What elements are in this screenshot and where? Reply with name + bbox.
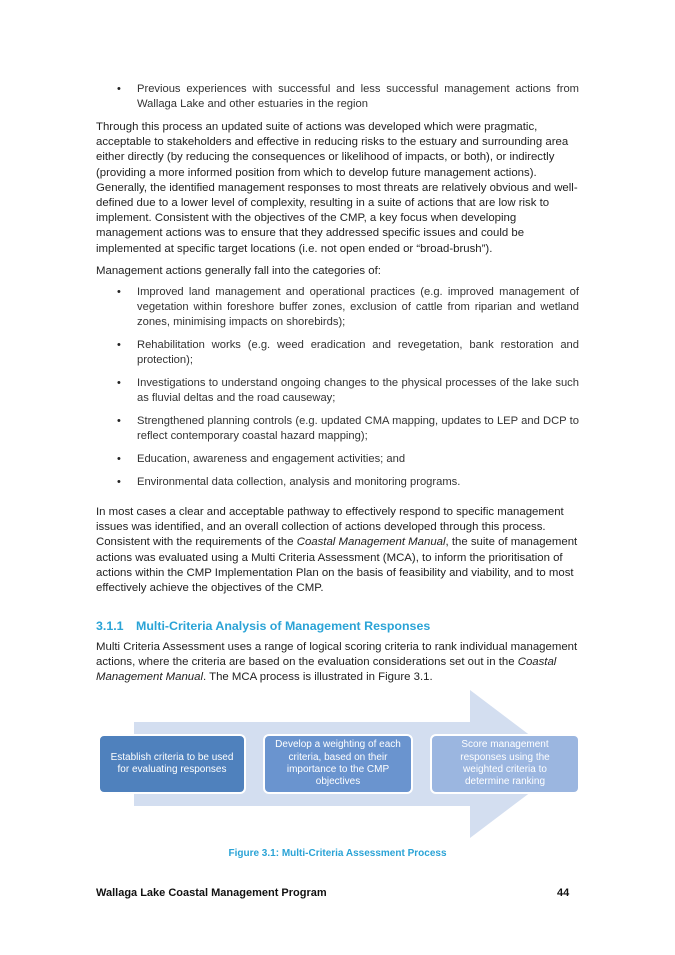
bullet-item: Strengthened planning controls (e.g. updated CMA mapping, updates to LEP and DCP to reflect contemporary coastal hazard mapping); <box>137 415 579 443</box>
section-heading <box>96 619 430 633</box>
section-number: 3.1.1 <box>96 619 124 633</box>
bullet-item: Previous experiences with successful and less successful management actions from Wallaga Lake and other estuaries in the region <box>137 83 579 111</box>
bullet-dot: • <box>117 377 121 389</box>
bullet-item: Environmental data collection, analysis and monitoring programs. <box>137 476 461 488</box>
step-box: Score management responses using the weighted criteria to determine ranking <box>430 734 580 794</box>
page-number: 44 <box>557 887 570 899</box>
section-title: Multi-Criteria Analysis of Management Responses <box>136 619 431 633</box>
bullet-item: Rehabilitation works (e.g. weed eradication and revegetation, bank restoration and protection); <box>137 339 579 367</box>
bullet-item: Education, awareness and engagement activities; and <box>137 453 406 465</box>
step-box: Establish criteria to be used for evaluating responses <box>98 734 246 794</box>
step-box: Develop a weighting of each criteria, based on their importance to the CMP objectives <box>263 734 413 794</box>
bullet-dot: • <box>117 286 121 298</box>
mca-process-diagram <box>96 690 586 840</box>
bullet-dot: • <box>117 415 121 427</box>
body-paragraph: In most cases a clear and acceptable pathway to effectively respond to specific management issues was identified, and an overall collection of actions developed through this process. Consistent with the requirements of the Coastal Management Manual, the suite of management actions was evaluated using a Multi Criteria Assessment (MCA), to inform the prioritisation of actions within the CMP Implementation Plan on the basis of feasibility and viability, and to most effectively achieve the objectives of the CMP. <box>96 506 578 595</box>
body-paragraph: Through this process an updated suite of actions was developed which were pragmatic, acceptable to stakeholders and effective in reducing risks to the estuary and surrounding area either directly (by reducing the consequences or likelihood of impacts, or both), or indirectly (providing a more informed position from which to develop future management actions). Generally, the identified management responses to most threats are relatively obvious and well-defined due to a lower level of complexity, resulting in a suite of actions that are low risk to implement. Consistent with the objectives of the CMP, a key focus when developing management actions was to ensure that they addressed specific issues and could be implemented at specific target locations (i.e. not open ended or “broad-brush”). <box>96 121 578 255</box>
bullet-dot: • <box>117 476 121 488</box>
bullet-dot: • <box>117 453 121 465</box>
body-paragraph: Multi Criteria Assessment uses a range of logical scoring criteria to rank individual management actions, where the criteria are based on the evaluation considerations set out in the Coastal Management Manual. The MCA process is illustrated in Figure 3.1. <box>96 641 578 684</box>
body-paragraph: Management actions generally fall into the categories of: <box>96 265 381 277</box>
bullet-item: Improved land management and operational practices (e.g. improved management of vegetation within foreshore buffer zones, exclusion of cattle from riparian and wetland zones, minimising impacts on shorebirds); <box>137 286 579 329</box>
figure-caption: Figure 3.1: Multi-Criteria Assessment Process <box>228 848 447 859</box>
bullet-item: Investigations to understand ongoing changes to the physical processes of the lake such as fluvial deltas and the road causeway; <box>137 377 579 405</box>
bullet-dot: • <box>117 83 121 95</box>
footer-title: Wallaga Lake Coastal Management Program <box>96 887 327 899</box>
bullet-dot: • <box>117 339 121 351</box>
